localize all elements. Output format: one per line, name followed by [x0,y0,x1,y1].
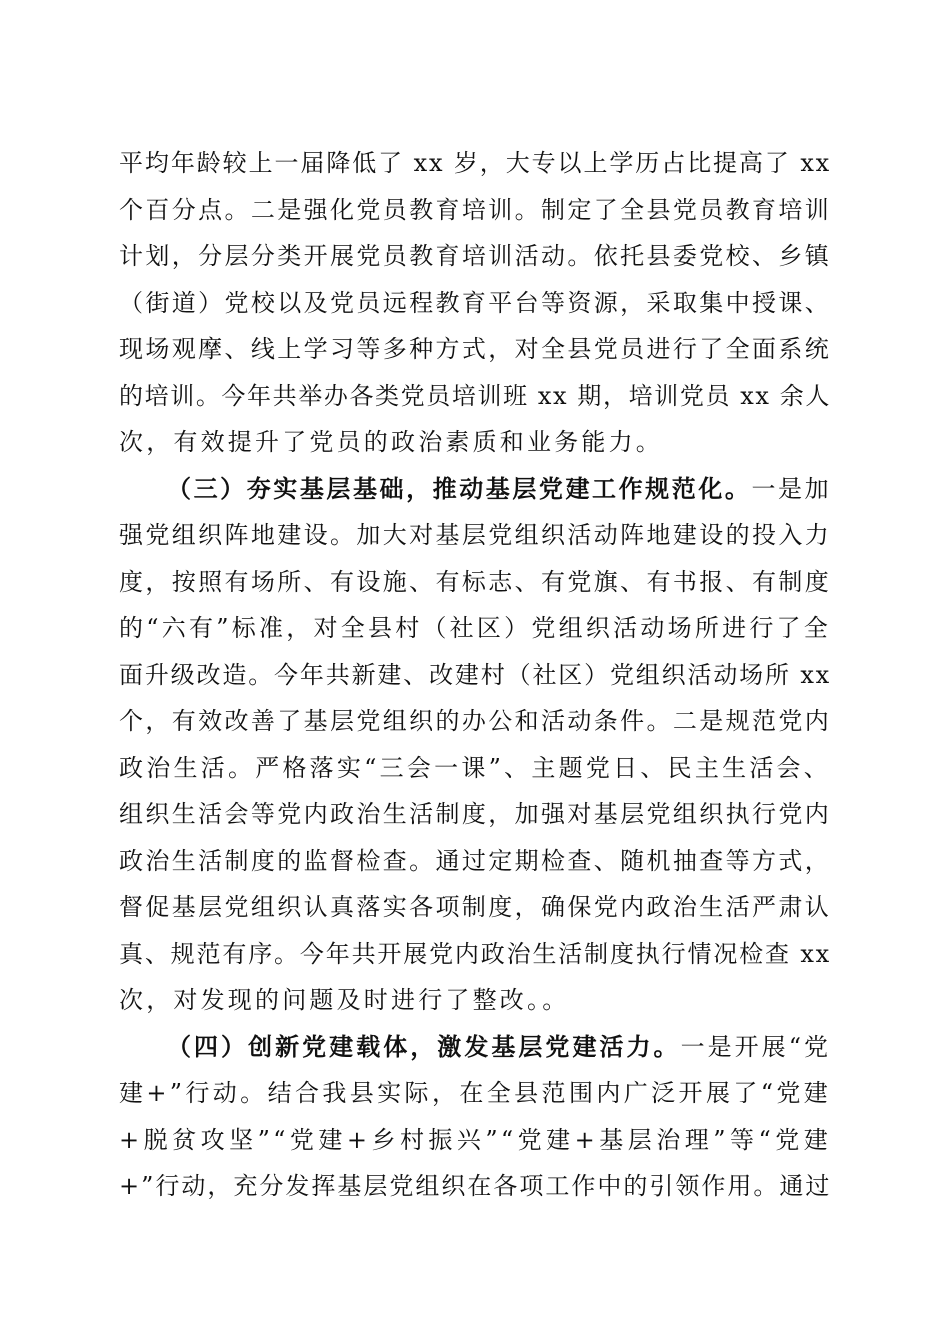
section-heading-line [119,1024,831,1071]
section-heading: （三）夯实基层基础，推动基层党建工作规范化。 [167,473,752,503]
paragraph-1 [119,140,831,466]
text-line: 的“六有”标准，对全县村（社区）党组织活动场所进行了全 [119,614,831,642]
section-heading: （四）创新党建载体，激发基层党建活力。 [167,1031,681,1061]
heading-line-rest: 一是开展“党 [680,1032,831,1061]
text-line: 面升级改造。今年共新建、改建村（社区）党组织活动场所 xx [119,660,831,689]
text-line: 的培训。今年共举办各类党员培训班 xx 期，培训党员 xx 余人 [119,381,831,410]
paragraph-2 [119,466,831,1024]
text-line: +”行动，充分发挥基层党组织在各项工作中的引领作用。通过 [119,1172,832,1200]
text-line: （街道）党校以及党员远程教育平台等资源，采取集中授课、 [119,288,831,317]
text-line: 次，对发现的问题及时进行了整改。。 [119,986,570,1014]
text-line: 计划，分层分类开展党员教育培训活动。依托县委党校、乡镇 [119,242,831,270]
text-line: 强党组织阵地建设。加大对基层党组织活动阵地建设的投入力 [119,521,831,549]
section-heading-line [119,466,831,513]
text-line: 个，有效改善了基层党组织的办公和活动条件。二是规范党内 [119,707,831,735]
text-line: 个百分点。二是强化党员教育培训。制定了全县党员教育培训 [119,195,831,224]
text-line: 政治生活。严格落实“三会一课”、主题党日、民主生活会、 [119,753,831,782]
text-line: 平均年龄较上一届降低了 xx 岁，大专以上学历占比提高了 xx [119,149,831,177]
text-line: 次，有效提升了党员的政治素质和业务能力。 [119,428,663,456]
document-body [119,140,831,1210]
paragraph-3 [119,1024,831,1210]
text-line: 建+”行动。结合我县实际，在全县范围内广泛开展了“党建 [119,1079,831,1107]
heading-line-rest: 一是加 [751,474,831,503]
text-line: 督促基层党组织认真落实各项制度，确保党内政治生活严肃认 [119,893,831,921]
text-line: 政治生活制度的监督检查。通过定期检查、随机抽查等方式， [119,846,831,875]
text-line: 现场观摩、线上学习等多种方式，对全县党员进行了全面系统 [119,335,831,363]
text-line: +脱贫攻坚”“党建+乡村振兴”“党建+基层治理”等“党建 [119,1125,831,1154]
text-line: 真、规范有序。今年共开展党内政治生活制度执行情况检查 xx [119,939,831,968]
text-line: 组织生活会等党内政治生活制度，加强对基层党组织执行党内 [119,800,831,828]
text-line: 度，按照有场所、有设施、有标志、有党旗、有书报、有制度 [119,567,831,596]
